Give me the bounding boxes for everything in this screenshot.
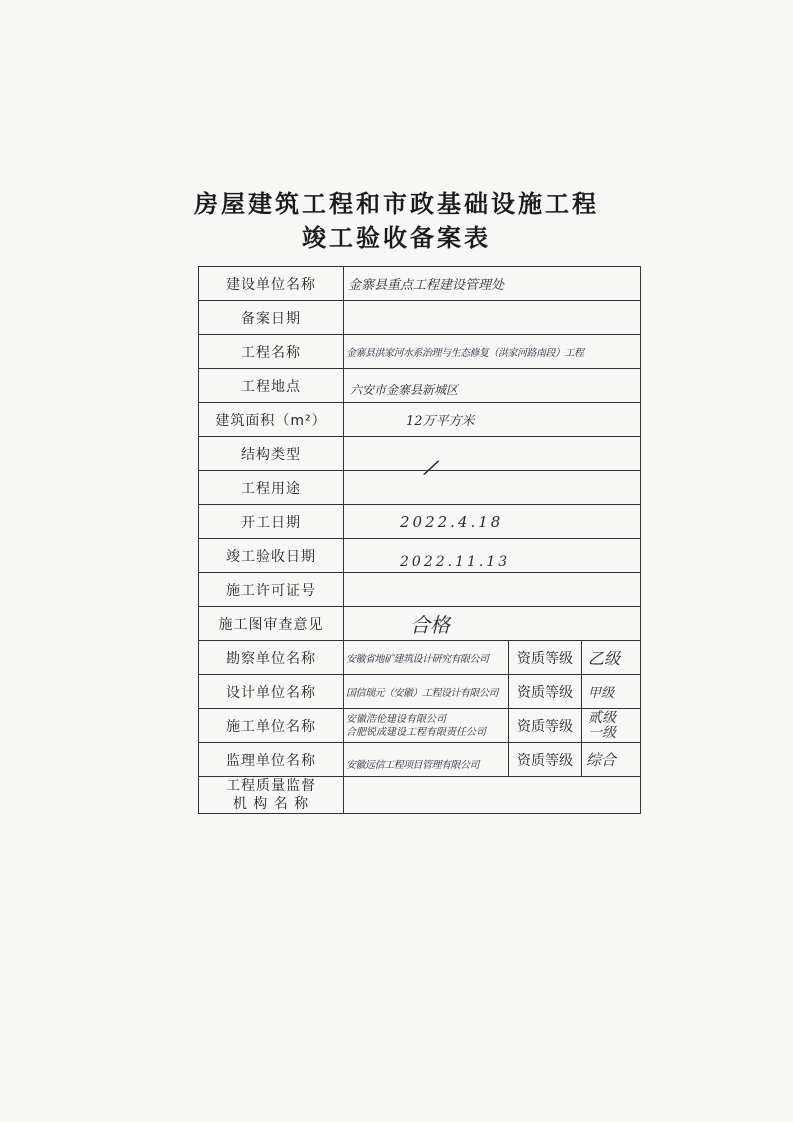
value-design-qualification: 甲级 <box>588 686 615 701</box>
form-row-floor-area <box>199 403 641 437</box>
value-supervision-unit: 安徽远信工程项目管理有限公司 <box>346 760 479 771</box>
label-completion-date: 竣工验收日期 <box>199 539 344 573</box>
label-quality-supervision-line1: 工程质量监督 <box>226 778 316 794</box>
form-row-drawing-review <box>199 607 641 641</box>
value-contractor-qualification-2: 一级 <box>588 724 616 741</box>
label-construction-contractor: 施工单位名称 <box>199 709 344 743</box>
form-row-construction-contractor <box>199 709 641 743</box>
form-row-quality-supervision-agency <box>199 777 641 814</box>
value-floor-area: 12万平方米 <box>406 414 475 429</box>
label-structure-type: 结构类型 <box>199 437 344 471</box>
value-survey-unit: 安徽省地矿建筑设计研究有限公司 <box>346 654 489 665</box>
form-row-design-unit <box>199 675 641 709</box>
value-design-unit: 国信瑞元（安徽）工程设计有限公司 <box>346 688 498 699</box>
label-permit-number: 施工许可证号 <box>199 573 344 607</box>
value-construction-unit: 金寨县重点工程建设管理处 <box>348 278 505 293</box>
label-start-date: 开工日期 <box>199 505 344 539</box>
label-supervision-unit: 监理单位名称 <box>199 743 344 777</box>
form-row-project-name <box>199 335 641 369</box>
value-survey-qualification: 乙级 <box>588 649 621 668</box>
form-row-construction-unit <box>199 267 641 301</box>
form-row-start-date <box>199 505 641 539</box>
value-structure-type: / <box>423 455 439 482</box>
value-project-name: 金寨县洪家河水系治理与生态修复（洪家河路南段）工程 <box>346 348 584 359</box>
form-row-completion-date <box>199 539 641 573</box>
label-contractor-qualification: 资质等级 <box>509 709 582 743</box>
label-survey-qualification: 资质等级 <box>509 641 582 675</box>
label-filing-date: 备案日期 <box>199 301 344 335</box>
value-construction-contractor: 安徽浩伦建设有限公司 <box>346 713 446 725</box>
value-start-date: 2022.4.18 <box>400 512 504 531</box>
value-drawing-review: 合格 <box>410 613 450 637</box>
document-title-line2: 竣工验收备案表 <box>302 224 491 252</box>
value-supervision-qualification: 综合 <box>586 751 617 769</box>
label-floor-area: 建筑面积（m²） <box>199 403 344 437</box>
label-survey-unit: 勘察单位名称 <box>199 641 344 675</box>
label-design-unit: 设计单位名称 <box>199 675 344 709</box>
form-row-supervision-unit <box>199 743 641 777</box>
label-construction-unit: 建设单位名称 <box>199 267 344 301</box>
value-completion-date: 2022.11.13 <box>400 553 511 570</box>
value-project-location: 六安市金寨县新城区 <box>350 383 459 397</box>
label-quality-supervision-line2: 机 构 名 称 <box>232 796 310 812</box>
form-row-filing-date <box>199 301 641 335</box>
form-row-project-use <box>199 471 641 505</box>
form-row-structure-type <box>199 437 641 471</box>
filing-form-table <box>198 266 641 814</box>
label-project-name: 工程名称 <box>199 335 344 369</box>
label-design-qualification: 资质等级 <box>509 675 582 709</box>
value-construction-contractor-2: 合肥锐成建设工程有限责任公司 <box>346 726 486 738</box>
form-row-project-location <box>199 369 641 403</box>
label-drawing-review: 施工图审查意见 <box>199 607 344 641</box>
label-project-location: 工程地点 <box>199 369 344 403</box>
form-row-survey-unit <box>199 641 641 675</box>
form-row-permit-number <box>199 573 641 607</box>
label-project-use: 工程用途 <box>199 471 344 505</box>
document-title-line1: 房屋建筑工程和市政基础设施工程 <box>194 190 599 218</box>
label-supervision-qualification: 资质等级 <box>509 743 582 777</box>
value-contractor-qualification: 贰级 <box>588 709 616 726</box>
